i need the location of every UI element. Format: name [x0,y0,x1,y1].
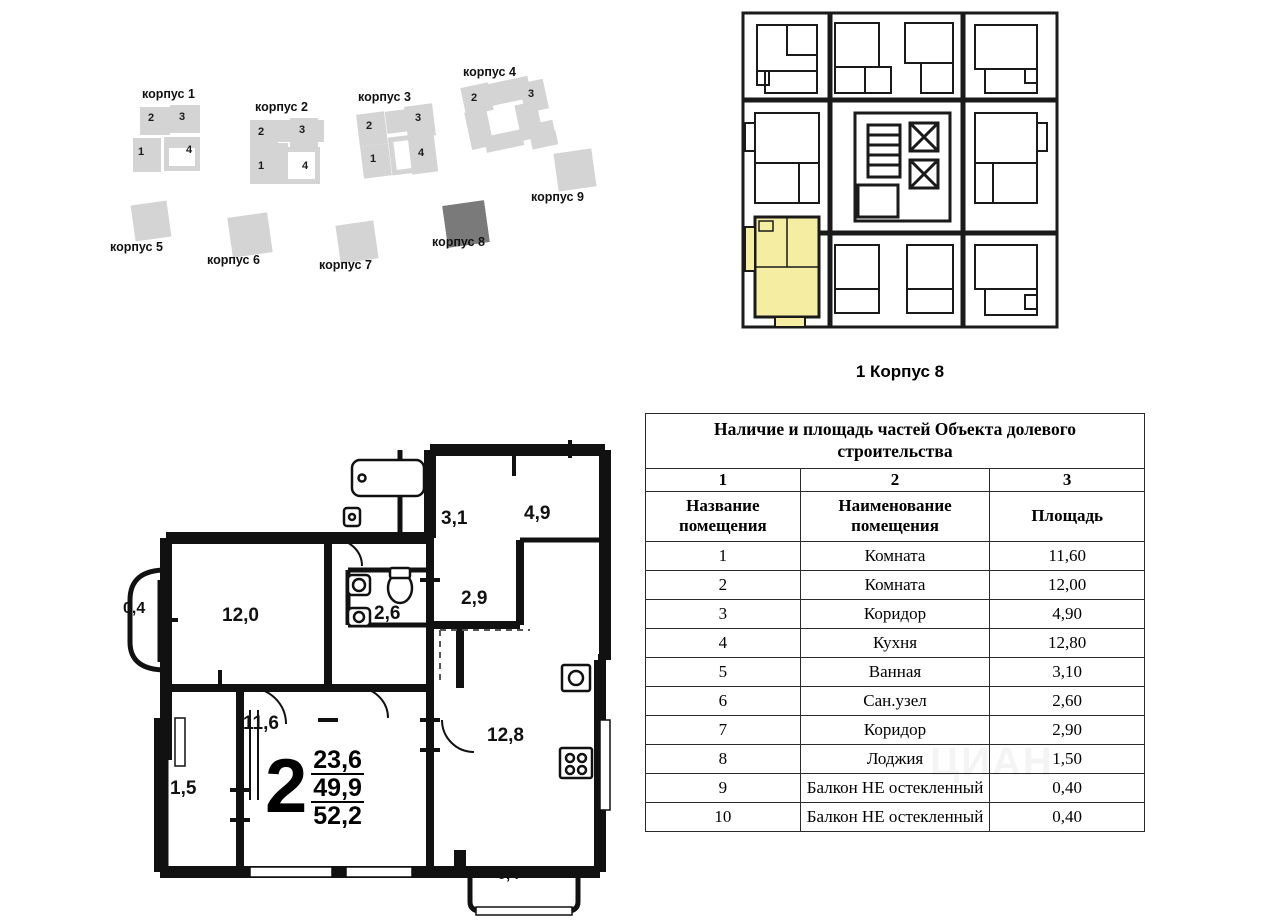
site-block-num-2-3: 3 [299,124,306,136]
site-block-num-2-1: 1 [258,160,265,172]
row-area: 0,40 [990,773,1145,802]
site-block-num-3-1: 1 [370,153,377,165]
area-total: 52,2 [313,802,362,830]
site-label-korpus-1: корпус 1 [142,87,195,101]
site-label-korpus-6: корпус 6 [207,253,260,267]
area-room-11-6: 11,6 [243,713,279,734]
row-area: 1,50 [990,744,1145,773]
row-area: 12,00 [990,570,1145,599]
site-plan [90,55,650,305]
site-block-6 [227,212,272,257]
site-block-num-3-4: 4 [418,147,425,159]
row-area: 4,90 [990,599,1145,628]
area-total-no-loggia: 49,9 [313,774,362,802]
row-num: 6 [646,686,801,715]
site-label-korpus-9: корпус 9 [531,190,584,204]
area-bathroom-3-1: 3,1 [441,508,468,529]
row-area: 0,40 [990,802,1145,831]
site-label-korpus-3: корпус 3 [358,90,411,104]
floor-key-plan [735,5,1065,335]
row-name: Комната [800,570,990,599]
row-num: 3 [646,599,801,628]
site-label-korpus-8: корпус 8 [432,235,485,249]
site-block-5 [131,201,172,242]
area-corridor-2-9: 2,9 [461,588,488,609]
table-row [646,744,1145,773]
table-header-name: Название помещения [646,491,801,541]
table-colnum-1: 1 [646,468,801,491]
site-label-korpus-5: корпус 5 [110,240,163,254]
row-name: Коридор [800,715,990,744]
area-loggia-1-5: 1,5 [170,778,197,799]
table-row [646,570,1145,599]
row-num: 4 [646,628,801,657]
site-block-num-1-2: 2 [148,112,155,124]
row-name: Балкон НЕ остекленный [800,773,990,802]
row-num: 9 [646,773,801,802]
rooms-count: 2 [265,743,308,829]
highlighted-apartment [745,217,819,327]
row-num: 2 [646,570,801,599]
area-living: 23,6 [313,746,362,774]
table-row [646,686,1145,715]
table-row [646,657,1145,686]
floor-key-svg [735,5,1065,335]
site-block-num-3-2: 2 [366,120,373,132]
row-num: 10 [646,802,801,831]
area-room-12-0: 12,0 [222,605,259,626]
apartment-summary-badge [265,745,364,829]
site-block-1-2 [140,107,170,135]
row-name: Кухня [800,628,990,657]
table-colnum-3: 3 [990,468,1145,491]
site-block-num-1-3: 3 [179,111,186,123]
site-block-num-1-4: 4 [186,144,193,156]
site-block-num-2-4: 4 [302,160,309,172]
area-kitchen-12-8: 12,8 [487,725,524,746]
area-balcony-bottom: 0,4 [497,866,520,883]
row-name: Сан.узел [800,686,990,715]
table-colnum-2: 2 [800,468,990,491]
row-num: 8 [646,744,801,773]
row-area: 2,60 [990,686,1145,715]
row-area: 2,90 [990,715,1145,744]
site-label-korpus-2: корпус 2 [255,100,308,114]
premises-table-wrapper [645,413,1145,832]
row-num: 7 [646,715,801,744]
site-block-num-3-3: 3 [415,112,422,124]
table-row [646,773,1145,802]
row-area: 3,10 [990,657,1145,686]
row-num: 5 [646,657,801,686]
table-title: Наличие и площадь частей Объекта долевого строительства [646,414,1145,469]
row-name: Комната [800,541,990,570]
table-row [646,541,1145,570]
floor-key-caption: 1 Корпус 8 [855,362,945,381]
apartment-plan-svg [100,420,630,920]
site-block-num-2-2: 2 [258,126,265,138]
row-name: Балкон НЕ остекленный [800,802,990,831]
area-corridor-4-9: 4,9 [524,503,551,524]
row-num: 1 [646,541,801,570]
row-area: 12,80 [990,628,1145,657]
area-wc-2-6: 2,6 [374,603,401,624]
site-block-num-4-3: 3 [528,88,535,100]
site-block-num-1-1: 1 [138,146,145,158]
premises-table [645,413,1145,832]
table-header-area: Площадь [990,491,1145,541]
site-block-9 [554,149,597,192]
row-area: 11,60 [990,541,1145,570]
site-block-num-4-2: 2 [471,92,478,104]
table-row [646,599,1145,628]
table-row [646,715,1145,744]
apartment-plan [100,420,630,920]
site-label-korpus-7: корпус 7 [319,258,372,272]
table-row [646,802,1145,831]
row-name: Коридор [800,599,990,628]
table-row [646,628,1145,657]
area-balcony-left: 0,4 [123,600,146,617]
row-name: Лоджия [800,744,990,773]
site-label-korpus-4: корпус 4 [463,65,516,79]
row-name: Ванная [800,657,990,686]
table-header-title: Наименование помещения [800,491,990,541]
